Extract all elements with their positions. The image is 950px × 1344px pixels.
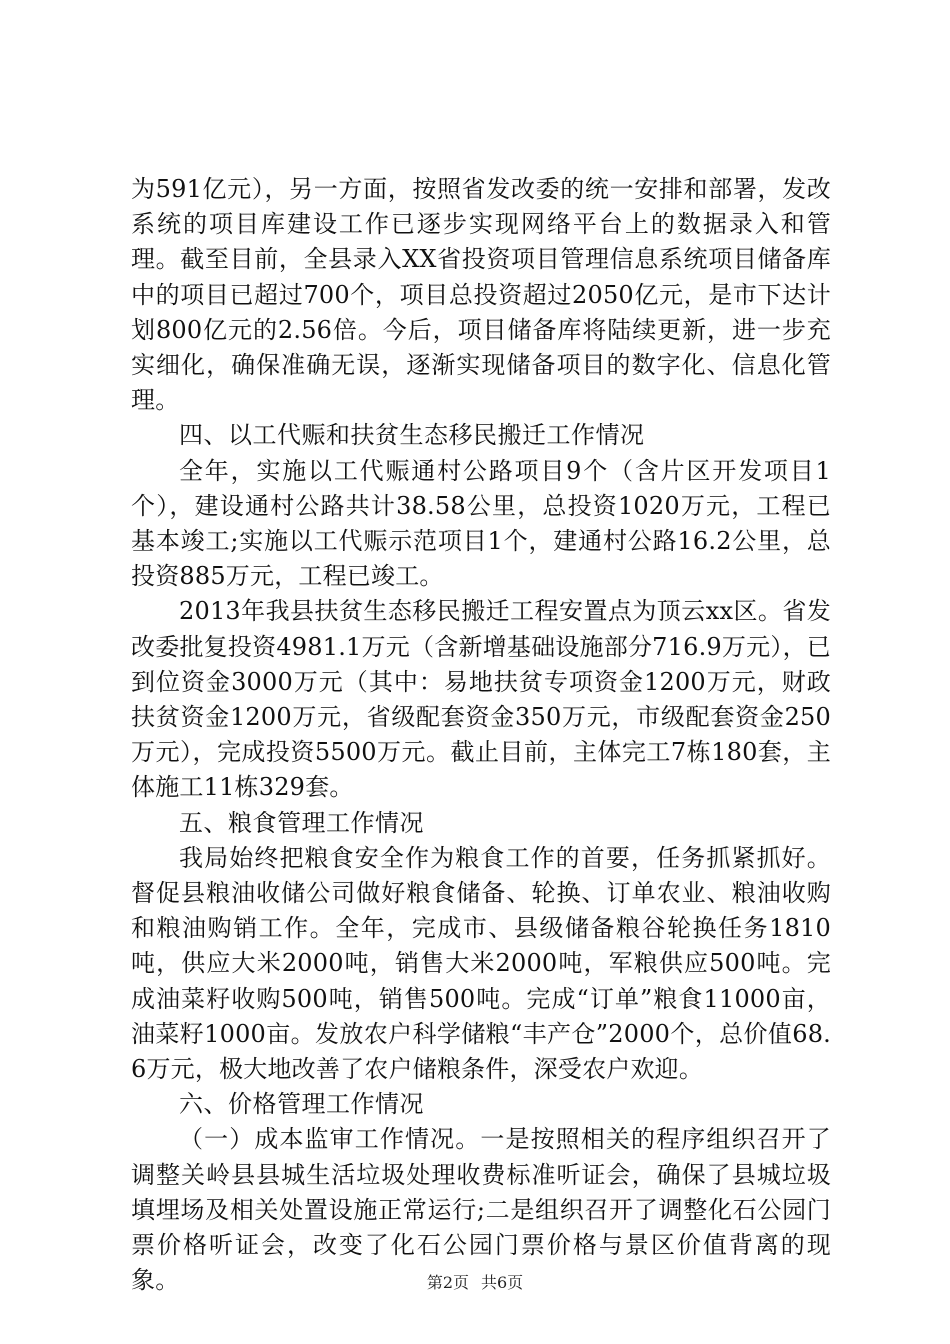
- paragraph-grain-management: 我局始终把粮食安全作为粮食工作的首要，任务抓紧抓好。督促县粮油收储公司做好粮食储备、轮换、订单农业、粮油收购和粮油购销工作。全年，完成市、县级储备粮谷轮换任务1810吨，供应大米2000吨，销售大米2000吨，军粮供应500吨。完成油菜籽收购500吨，销售500吨。完成“订单”粮食11000亩，油菜籽1000亩。发放农户科学储粮“丰产仓”2000个，总价值68.6万元，极大地改善了农户储粮条件，深受农户欢迎。: [131, 843, 831, 1084]
- paragraph-cost-supervision: （一）成本监审工作情况。一是按照相关的程序组织召开了调整关岭县县城生活垃圾处理收费标准听证会，确保了县城垃圾填埋场及相关处置设施正常运行;二是组织召开了调整化石公园门票价格听证会，改变了化石公园门票价格与景区价值背离的现象。: [131, 1125, 831, 1295]
- paragraph-ecological-relocation: 2013年我县扶贫生态移民搬迁工程安置点为顶云xx区。省发改委批复投资4981.1万元（含新增基础设施部分716.9万元），已到位资金3000万元（其中：易地扶贫专项资金1200万元，财政扶贫资金1200万元，省级配套资金350万元，市级配套资金250万元），完成投资5500万元。截止目前，主体完工7栋180套，主体施工11栋329套。: [131, 597, 831, 802]
- document-body: [131, 172, 831, 1299]
- section-heading-grain-management: 五、粮食管理工作情况: [179, 808, 424, 837]
- page-footer: [0, 1270, 950, 1293]
- page-number: 第2页: [426, 1273, 469, 1292]
- page-total: 共6页: [481, 1273, 524, 1292]
- section-heading-price-management: 六、价格管理工作情况: [179, 1090, 424, 1119]
- paragraph-work-relief-roads: 全年，实施以工代赈通村公路项目9个（含片区开发项目1个），建设通村公路共计38.58公里，总投资1020万元，工程已基本竣工;实施以工代赈示范项目1个，建通村公路16.2公里，总投资885万元，工程已竣工。: [131, 456, 831, 591]
- paragraph-project-library: 为591亿元），另一方面，按照省发改委的统一安排和部署，发改系统的项目库建设工作已逐步实现网络平台上的数据录入和管理。截至目前，全县录入XX省投资项目管理信息系统项目储备库中的项目已超过700个，项目总投资超过2050亿元，是市下达计划800亿元的2.56倍。今后，项目储备库将陆续更新，进一步充实细化，确保准确无误，逐渐实现储备项目的数字化、信息化管理。: [131, 175, 831, 415]
- section-heading-work-relief: 四、以工代赈和扶贫生态移民搬迁工作情况: [179, 421, 645, 450]
